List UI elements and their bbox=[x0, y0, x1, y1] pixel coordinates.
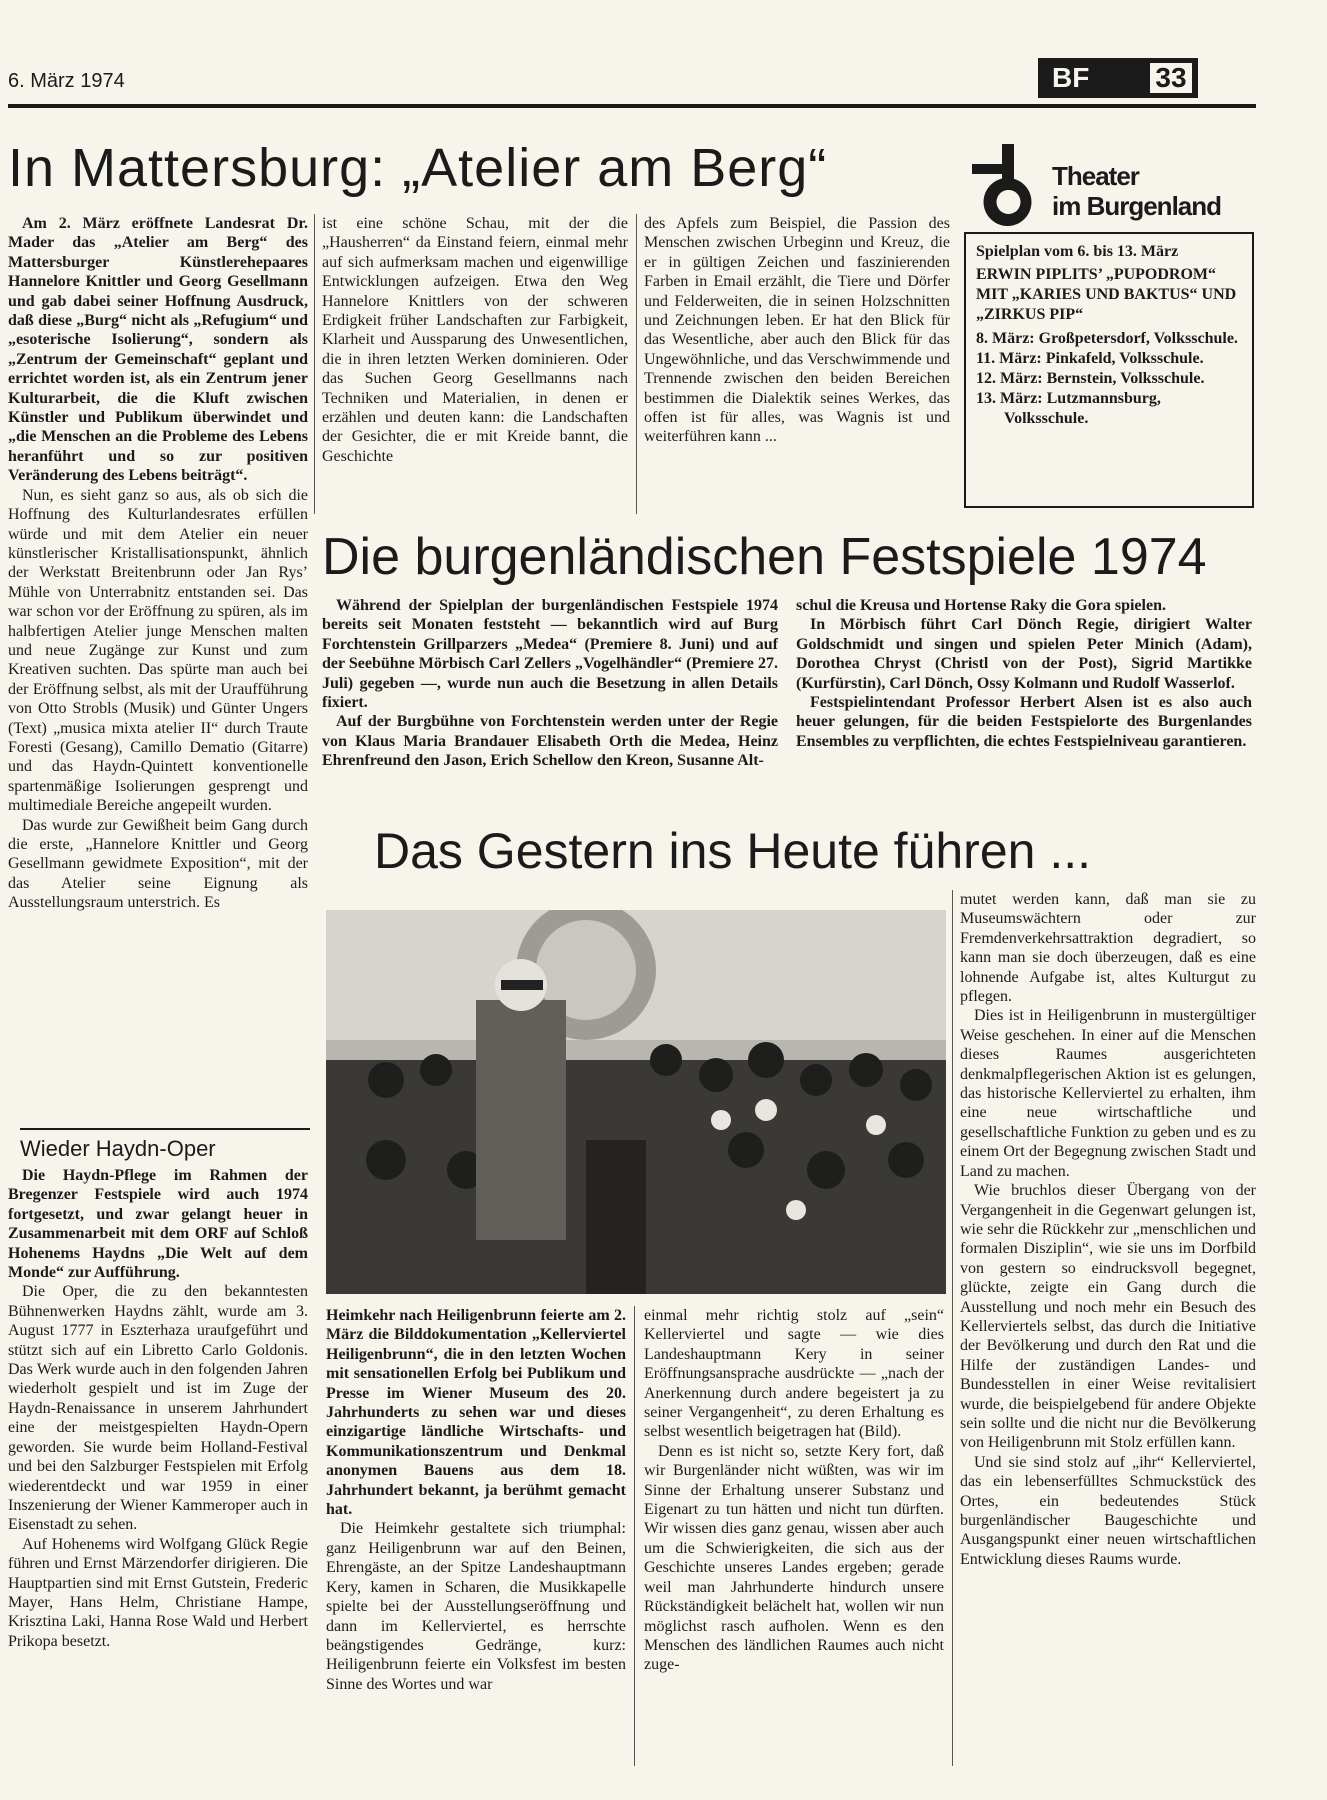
column-divider bbox=[314, 214, 315, 514]
schedule-heading: Spielplan vom 6. bis 13. März bbox=[976, 243, 1179, 260]
theater-schedule-box bbox=[964, 232, 1254, 508]
article-gestern-col3 bbox=[960, 890, 1256, 1569]
paragraph: des Apfels zum Beispiel, die Passion des Menschen zwischen Urbeginn und Kreuz, die er in gültigen Zeichen und faszinierenden Farben in Email erzählt, die Tiere und Dörfer und Felderweiten, die in seinen Holzschnitten und Zeichnungen leben. Er hat den Blick für das Wesentliche, aber auch den Blick für das Ungewöhnliche, und das Verschwimmende und Trennende zwischen den beiden Bereichen bestimmen die Dialektik seines Werkes, das offen ist für alles, was Wagnis ist und weiterführen kann ... bbox=[644, 215, 950, 446]
column-divider bbox=[952, 890, 953, 1766]
paragraph: Dies ist in Heiligenbrunn in mustergültiger Weise geschehen. In einer auf die Menschen dieses Raumes ausgerichteten denkmalpflegerischen Aktion ist es gelungen, das historische Kellerviertel zu erhalten, ihm eine neue wirtschaftliche und gesellschaftliche Funktion zu geben und es zu einem Ort der Begegnung zwischen Stadt und Land zu machen. bbox=[960, 1007, 1256, 1180]
paragraph: einmal mehr richtig stolz auf „sein“ Kellerviertel und sagte — wie dies Landeshauptmann Kery in seiner Eröffnungsansprache ausdrückte — „nach der Anerkennung durch andere begeistert ja zu seiner Vergangenheit“, zu deren Erhaltung es selbst wesentlich beigetragen hat (Bild). bbox=[644, 1307, 944, 1441]
page-number: 33 bbox=[1148, 61, 1194, 95]
paragraph: Heimkehr nach Heiligenbrunn feierte am 2. März die Bilddokumentation „Kellerviertel Heiligenbrunn“, die in den letzten Wochen mit sensationellen Erfolg bei Publikum und Presse im Wiener Museum des 20. Jahrhunderts zu sehen war und dieses einzigartige ländliche Wirtschafts- und Kommunikationszentrum und Denkmal anonymen Bauens aus dem 18. Jahrhundert bekannt, ja berühmt gemacht hat. bbox=[326, 1307, 626, 1519]
paragraph: Nun, es sieht ganz so aus, als ob sich die Hoffnung des Kulturlandesrates erfüllen würde und mit dem Atelier ein neuer künstlerischer Kristallisationspunkt, ähnlich der Werkstatt Breitenbrunn oder Jan Rys’ Mühle von Unterrabnitz entstanden sei. Das war schon vor der Eröffnung zu spüren, als im halbfertigen Atelier junge Menschen malten und neue Zugänge zur Kunst und zum Kreativen suchten. Das spürte man auch bei der Eröffnung selbst, als mit der Uraufführung von Otto Strobls (Musik) und Günter Ungers (Text) „musica mixta atelier II“ durch Traute Foresti (Gesang), Camillo Dematio (Gitarre) und das Haydn-Quintett konventionelle spartenmäßige Isolierungen gesprengt und multimediale Bereiche angepeilt wurden. bbox=[8, 486, 308, 815]
schedule-date: 11. März: Pinkafeld, Volksschule. bbox=[976, 350, 1204, 367]
theater-logo-icon bbox=[962, 140, 1052, 230]
article-festspiele-col2 bbox=[796, 596, 1252, 751]
theater-logo-line2: im Burgenland bbox=[1052, 191, 1222, 221]
paragraph: Die Haydn-Pflege im Rahmen der Bregenzer Festspiele wird auch 1974 fortgesetzt, und zwar gelangt heuer in Zusammenarbeit mit dem ORF auf Schloß Hohenems Haydns „Die Welt auf dem Monde“ zur Aufführung. bbox=[8, 1167, 308, 1282]
paragraph: Das wurde zur Gewißheit beim Gang durch die erste, „Hannelore Knittler und Georg Gesellmann gewidmete Exposition“, mit der das Atelier seine Eignung als Ausstellungsraum unterstrich. Es bbox=[8, 816, 308, 912]
headline-gestern: Das Gestern ins Heute führen ... bbox=[374, 823, 1092, 879]
header-rule bbox=[8, 104, 1256, 108]
subhead-haydn: Wieder Haydn-Oper bbox=[20, 1128, 310, 1162]
article-atelier-col2 bbox=[322, 214, 628, 466]
paragraph: Auf der Burgbühne von Forchtenstein werden unter der Regie von Klaus Maria Brandauer Elisabeth Orth die Medea, Heinz Ehrenfreund den Jason, Erich Schellow den Kreon, Susanne Alt- bbox=[322, 713, 778, 770]
paragraph: Die Oper, die zu den bekanntesten Bühnenwerken Haydns zählt, wurde am 3. August 1777 in Eszterhaza uraufgeführt und stützt sich auf ein Libretto Carlo Goldonis. Das Werk wurde auch in den folgenden Jahren wiederholt gespielt und ist im Zuge der Haydn-Renaissance in unserem Jahrhundert eine der meistgespielten Haydn-Opern geworden. Sie wurde beim Holland-Festival und bei den Salzburger Festspielen mit Erfolg wiederentdeckt und war 1959 in einer Inszenierung der Wiener Kammeroper auch in Eisenstadt zu sehen. bbox=[8, 1283, 308, 1534]
article-haydn bbox=[8, 1166, 308, 1651]
article-gestern-col2 bbox=[644, 1306, 944, 1675]
crowd-photo-image bbox=[326, 910, 946, 1294]
paragraph: Denn es ist nicht so, setzte Kery fort, daß wir Burgenländer nicht wüßten, was wir im Sinne der Erhaltung unserer Substanz und Eigenart zu tun hätten und nicht tun dürften. Wir wissen dies ganz genau, wissen aber auch um die Schwierigkeiten, die sich aus der Geschichte unseres Landes ergeben; gerade weil man Jahrhunderte hindurch unsere Rückständigkeit belächelt hat, wollen wir nun möglichst rasch aufholen. Wenn es den Menschen des ländlichen Raumes auch nicht zuge- bbox=[644, 1442, 944, 1674]
article-atelier-col1 bbox=[8, 214, 308, 913]
article-atelier-col3 bbox=[644, 214, 950, 447]
headline-atelier: In Mattersburg: „Atelier am Berg“ bbox=[8, 138, 828, 198]
paragraph: Wie bruchlos dieser Übergang von der Vergangenheit in die Gegenwart gelungen ist, wie sehr die Rückkehr zur „menschlichen und formalen Disziplin“, wie sie uns im Dorfbild von gestern so eindrucksvoll begegnet, glückte, zeigte ein Gang durch die Ausstellung und noch mehr ein Besuch des Kellerviertels selbst, das durch die Initiative der Bevölkerung und durch den Rat und die Hilfe der zuständigen Landes- und Bundesstellen in einer Weise revitalisiert wurde, die beispielgebend für andere Objekte sein sollte und die nicht nur die Bevölkerung von Heiligenbrunn mit Stolz erfüllen kann. bbox=[960, 1182, 1256, 1452]
schedule-date: 13. März: Lutzmannsburg, Volksschule. bbox=[976, 390, 1161, 427]
paragraph: schul die Kreusa und Hortense Raky die Gora spielen. bbox=[796, 597, 1166, 614]
paragraph: Und sie sind stolz auf „ihr“ Kellerviertel, das ein lebenserfülltes Schmuckstück des Ortes, ein bedeutendes Stück burgenländischer Baugeschichte und Ausgangspunkt einer neuen wirtschaftlichen Entwicklung dieses Raums wurde. bbox=[960, 1453, 1256, 1568]
paragraph: Am 2. März eröffnete Landesrat Dr. Mader das „Atelier am Berg“ des Mattersburger Künstlerehepaares Hannelore Knittler und Georg Gesellmann und gab dabei seiner Hoffnung Ausdruck, daß diese „Burg“ nicht als „Refugium“ und „esoterische Isolierung“, sondern als „Zentrum der Gemeinschaft“ geplant und errichtet worden ist, als ein Zentrum jener Kulturarbeit, die die Kluft zwischen Künstler und Publikum überwindet und „die Menschen an die Probleme des Lebens heranführt und so zur positiven Veränderung des Lebens beiträgt“. bbox=[8, 215, 308, 485]
article-gestern-col1 bbox=[326, 1306, 626, 1694]
column-divider bbox=[636, 214, 637, 514]
schedule-date: 12. März: Bernstein, Volksschule. bbox=[976, 370, 1205, 387]
paragraph: Auf Hohenems wird Wolfgang Glück Regie führen und Ernst Märzendorfer dirigieren. Die Hauptpartien sind mit Ernst Gutstein, Frederic Mayer, Hans Helm, Christiane Hampe, Krisztina Laki, Hanna Rose Wald und Herbert Prikopa besetzt. bbox=[8, 1535, 308, 1650]
issue-date: 6. März 1974 bbox=[8, 70, 125, 92]
article-festspiele-col1 bbox=[322, 596, 778, 771]
theater-logo-line1: Theater bbox=[1052, 161, 1139, 191]
schedule-production: ERWIN PIPLITS’ „PUPODROM“ MIT „KARIES UND BAKTUS“ UND „ZIRKUS PIP“ bbox=[976, 266, 1237, 323]
schedule-date: 8. März: Großpetersdorf, Volksschule. bbox=[976, 330, 1238, 347]
paragraph: Die Heimkehr gestaltete sich triumphal: ganz Heiligenbrunn war auf den Beinen, Ehrengäste, an der Spitze Landeshauptmann Kery, kamen in Scharen, die Musikkapelle spielte bei der Ausstellungseröffnung und dann im Kellerviertel, es herrschte beängstigendes Gedränge, kurz: Heiligenbrunn feierte ein Volksfest im besten Sinne des Wortes und war bbox=[326, 1520, 626, 1693]
section-label: BF bbox=[1052, 62, 1090, 93]
paragraph: mutet werden kann, daß man sie zu Museumswächtern oder zur Fremdenverkehrsattraktion degradiert, so kann man sie doch überzeugen, daß es eine lohnende Aufgabe ist, altes Kulturgut zu pflegen. bbox=[960, 891, 1256, 1006]
paragraph: ist eine schöne Schau, mit der die „Hausherren“ da Einstand feiern, einmal mehr auf sich aufmerksam machen und eigenwillige Entwicklungen aufzeigen. Etwa den Weg Hannelore Knittlers von der schweren Erdigkeit früher Landschaften zur Farbigkeit, Klarheit und Aussparung des Unwesentlichen, die in ihren letzten Werken dominieren. Oder das Suchen Georg Gesellmanns nach Techniken und Materialien, in denen er erzählen und deuten kann: die Landschaften der Gesichter, die er mit Kreide bannt, die Geschichte bbox=[322, 215, 628, 465]
column-divider bbox=[634, 1306, 635, 1766]
paragraph: Festspielintendant Professor Herbert Alsen ist es also auch heuer gelungen, für die beiden Festspielorte des Burgenlandes Ensembles zu verpflichten, die echtes Festspielniveau garantieren. bbox=[796, 694, 1252, 750]
paragraph: In Mörbisch führt Carl Dönch Regie, dirigiert Walter Goldschmidt und singen und spielen Peter Minich (Adam), Dorothea Chryst (Christl von der Post), Sigrid Martikke (Kurfürstin), Carl Dönch, Ossy Kolmann und Rudolf Wasserlof. bbox=[796, 616, 1252, 692]
paragraph: Während der Spielplan der burgenländischen Festspiele 1974 bereits seit Monaten feststeht — bekanntlich wird auf Burg Forchtenstein Grillparzers „Medea“ (Premiere 8. Juni) und auf der Seebühne Mörbisch Carl Zellers „Vogelhändler“ (Premiere 27. Juli) gegeben —, wurde nun auch die Besetzung in allen Details fixiert. bbox=[322, 597, 778, 712]
headline-festspiele: Die burgenländischen Festspiele 1974 bbox=[322, 528, 1207, 586]
